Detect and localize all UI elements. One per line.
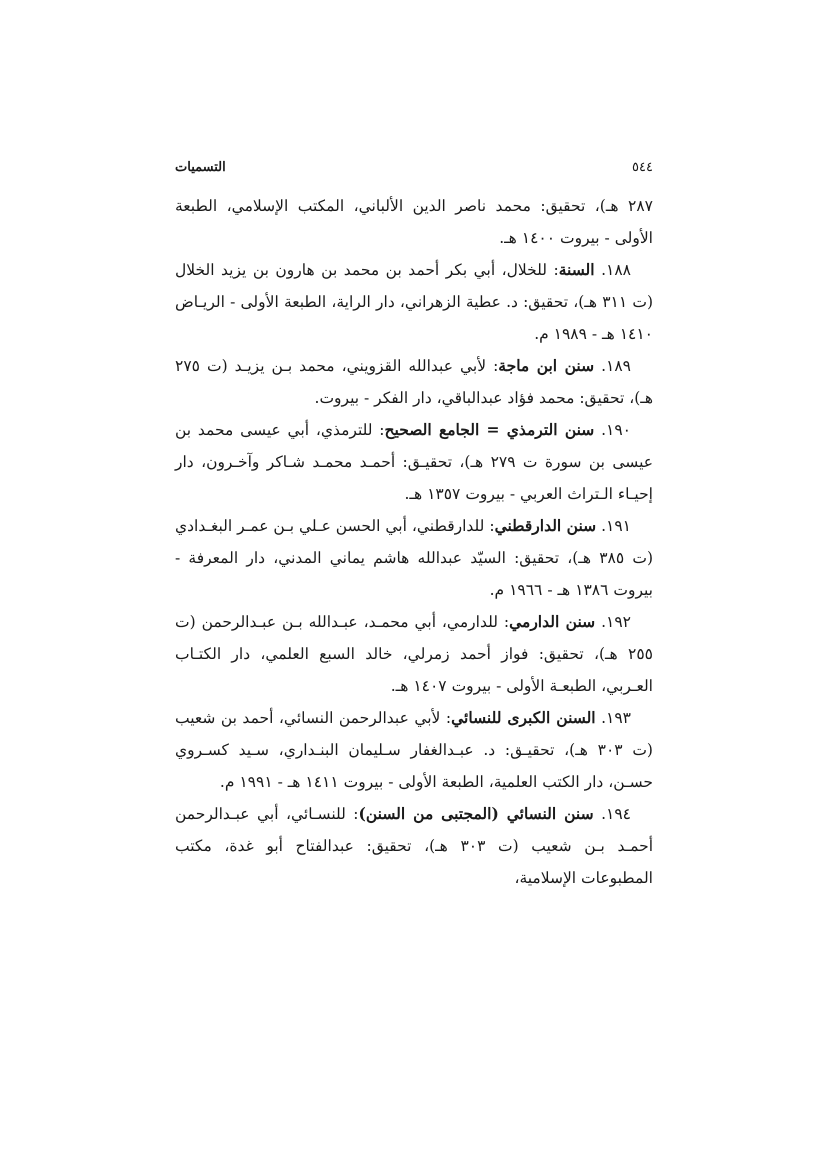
running-title: التسميات (175, 160, 226, 175)
entry-text: : للترمذي، أبي عيسى محمد بن عيسى بن سورة ت ٢٧٩ هـ)، تحقيـق: أحمـد محمـد شـاكر وآخـرون، دار إحيـاء الـتراث العربي - بيروت ١٣٥٧ هـ. (175, 421, 653, 503)
entry-number: ١٩١. (601, 517, 631, 535)
entry-text: : لأبي عبدالله القزويني، محمد بـن يزيـد (ت ٢٧٥ هـ)، تحقيق: محمد فؤاد عبدالباقي، دار الفكر - بيروت. (175, 357, 653, 407)
entry-number: ١٨٨. (601, 261, 631, 279)
entry-number: ١٨٩. (601, 357, 631, 375)
running-header (175, 160, 653, 190)
entry-text: : للنسـائي، أبي عبـدالرحمن أحمـد بـن شعيب (ت ٣٠٣ هـ)، تحقيق: عبدالفتاح أبو غدة، مكتب المطبوعات الإسلامية، (175, 805, 653, 887)
entry-text: : للدارمي، أبي محمـد، عبـدالله بـن عبـدالرحمن (ت ٢٥٥ هـ)، تحقيق: فواز أحمد زمرلي، خالد السبع العلمي، دار الكتـاب العـربي، الطبعـة الأولى - بيروت ١٤٠٧ هـ. (175, 613, 653, 695)
entry-text: : للدارقطني، أبي الحسن عـلي بـن عمـر البغـدادي (ت ٣٨٥ هـ)، تحقيق: السيّد عبدالله هاشم يماني المدني، دار المعرفة - بيروت ١٣٨٦ هـ - ١٩٦٦ م. (175, 517, 653, 599)
bibliography-entry (175, 606, 653, 702)
bibliography-entry (175, 702, 653, 798)
entry-title: سنن الدارمي (509, 612, 596, 631)
entry-number: ١٩٤. (601, 805, 631, 823)
entry-title: سنن الترمذي = الجامع الصحيح (384, 420, 595, 439)
bibliography-entry (175, 510, 653, 606)
entry-title: سنن الدارقطني (494, 516, 597, 535)
bibliography-entry (175, 254, 653, 350)
entry-number: ١٩٣. (601, 709, 632, 727)
page-number: ٥٤٤ (632, 160, 653, 175)
entry-number: ١٩٢. (601, 613, 631, 631)
entry-text: ٢٨٧ هـ)، تحقيق: محمد ناصر الدين الألباني، المكتب الإسلامي، الطبعة الأولى - بيروت ١٤٠٠ هـ. (175, 197, 653, 247)
bibliography-entry (175, 350, 653, 414)
bibliography-entry (175, 190, 653, 254)
entry-text: : لأبي عبدالرحمن النسائي، أحمد بن شعيب (ت ٣٠٣ هـ)، تحقيـق: د. عبـدالغفار سـليمان البنـداري، سـيد كسـروي حسـن، دار الكتب العلمية، الطبعة الأولى - بيروت ١٤١١ هـ - ١٩٩١ م. (175, 709, 653, 791)
entry-title: السنة (558, 260, 595, 279)
bibliography-entry (175, 798, 653, 894)
bibliography-entry (175, 414, 653, 510)
document-page (175, 160, 653, 894)
bibliography-list (175, 190, 653, 894)
entry-title: سنن ابن ماجة (498, 356, 595, 375)
entry-title: السنن الكبرى للنسائي (451, 708, 596, 727)
entry-text: : للخلال، أبي بكر أحمد بن محمد بن هارون بن يزيد الخلال (ت ٣١١ هـ)، تحقيق: د. عطية الزهراني، دار الراية، الطبعة الأولى - الريـاض ١٤١٠ هـ - ١٩٨٩ م. (175, 261, 653, 343)
entry-title: سنن النسائي (المجتبى من السنن) (358, 804, 594, 823)
entry-number: ١٩٠. (601, 421, 632, 439)
